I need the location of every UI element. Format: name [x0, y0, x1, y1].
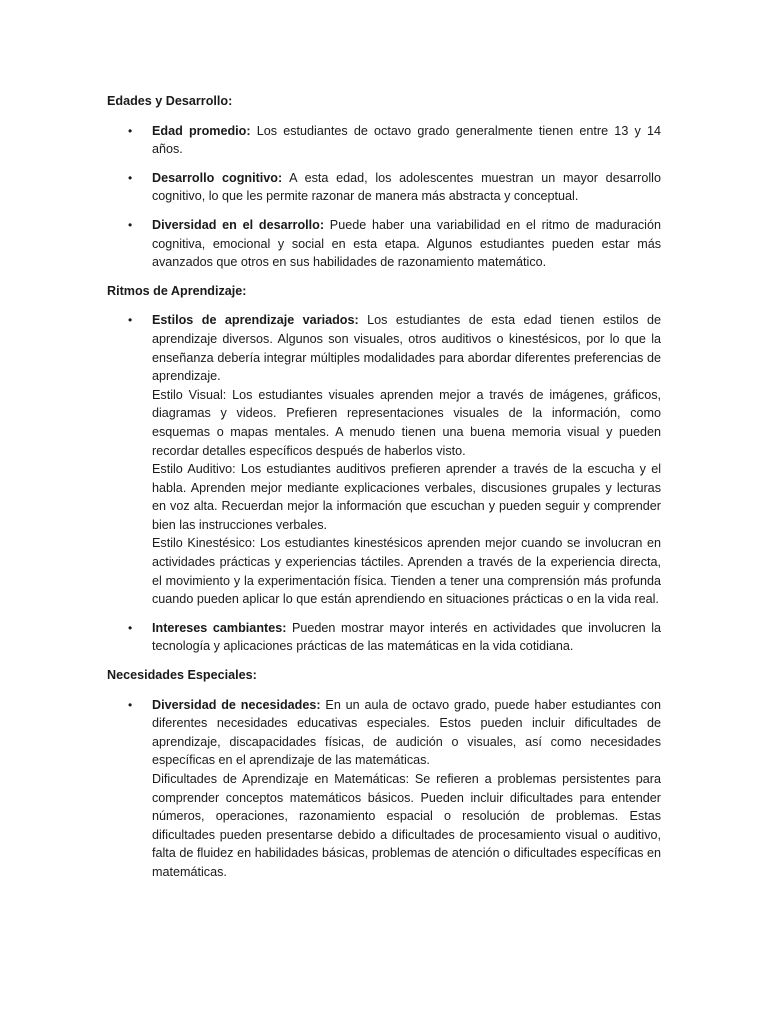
item-text: Puede haber una variabilidad en el ritmo de maduración cognitiva, emocional y social en esta etapa. Algunos estudiantes pueden estar más avanzados que otros en sus habilidades de razonamiento matemático.: [152, 217, 661, 270]
item-paragraph: [152, 311, 661, 385]
list-item: [107, 122, 661, 159]
bullet-icon: •: [128, 170, 133, 185]
bullet-icon: •: [128, 620, 133, 635]
item-paragraph: [152, 122, 661, 159]
item-text: En un aula de octavo grado, puede haber estudiantes con diferentes necesidades educativas especiales. Estos pueden incluir dificultades de aprendizaje, discapacidades físicas, de audición o visuales, así como necesidades específicas en el aprendizaje de las matemáticas.: [152, 697, 661, 768]
sub-paragraph: Estilo Visual: Los estudiantes visuales aprenden mejor a través de imágenes, gráficos, diagramas y videos. Prefieren representaciones visuales de la información, como esquemas o mapas mentales. A menudo tienen una buena memoria visual y pueden recordar detalles específicos después de haberlos visto.: [152, 387, 661, 458]
list-item: [107, 216, 661, 272]
item-term: Estilos de aprendizaje variados:: [152, 313, 359, 328]
item-term: Diversidad en el desarrollo:: [152, 217, 325, 232]
list-item: [107, 311, 661, 609]
item-text: Los estudiantes de esta edad tienen estilos de aprendizaje diversos. Algunos son visuales, otros auditivos o kinestésicos, por lo que la enseñanza debería integrar múltiples modalidades para abordar diferentes preferencias de aprendizaje.: [152, 313, 661, 384]
item-text: A esta edad, los adolescentes muestran un mayor desarrollo cognitivo, lo que les permite razonar de manera más abstracta y conceptual.: [152, 170, 661, 204]
list-item: [107, 619, 661, 656]
item-paragraph: [152, 216, 661, 272]
list-item: [107, 169, 661, 206]
item-paragraph: [152, 619, 661, 656]
bullet-icon: •: [128, 697, 133, 712]
bullet-list: [107, 122, 661, 272]
item-paragraph: [152, 169, 661, 206]
item-term: Desarrollo cognitivo:: [152, 170, 283, 185]
item-term: Diversidad de necesidades:: [152, 697, 321, 712]
sub-paragraph: Estilo Auditivo: Los estudiantes auditivos prefieren aprender a través de la escucha y el habla. Aprenden mejor mediante explicaciones verbales, discusiones grupales y lecturas en voz alta. Recuerdan mejor la información que escuchan y pueden seguir y comprender bien las instrucciones verbales.: [152, 462, 661, 532]
item-paragraph: [152, 696, 661, 770]
bullet-list: [107, 696, 661, 882]
section-heading: Ritmos de Aprendizaje:: [107, 283, 247, 298]
item-term: Edad promedio:: [152, 123, 251, 138]
bullet-icon: •: [128, 123, 133, 138]
list-item: [107, 696, 661, 882]
bullet-icon: •: [128, 217, 133, 232]
sub-paragraph: Estilo Kinestésico: Los estudiantes kinestésicos aprenden mejor cuando se involucran en actividades prácticas y experiencias táctiles. Aprenden a través de la experiencia directa, el movimiento y la experimentación física. Tienden a tener una comprensión más profunda cuando pueden aplicar lo que están aprendiendo en situaciones prácticas o en la vida real.: [152, 536, 661, 607]
bullet-icon: •: [128, 313, 133, 328]
section-heading: Necesidades Especiales:: [107, 668, 257, 683]
item-text: Pueden mostrar mayor interés en actividades que involucren la tecnología y aplicaciones prácticas de las matemáticas en la vida cotidiana.: [152, 620, 661, 654]
sub-paragraph: Dificultades de Aprendizaje en Matemáticas: Se refieren a problemas persistentes para comprender conceptos matemáticos básicos. Pueden incluir dificultades para entender números, operaciones, razonamiento espacial o resolución de problemas. Estas dificultades pueden presentarse debido a dificultades de procesamiento visual o auditivo, falta de fluidez en habilidades básicas, problemas de atención o dificultades específicas en matemáticas.: [152, 772, 661, 879]
item-term: Intereses cambiantes:: [152, 620, 287, 635]
section-heading: Edades y Desarrollo:: [107, 94, 233, 108]
document-content: [107, 92, 661, 892]
item-text: Los estudiantes de octavo grado generalmente tienen entre 13 y 14 años.: [152, 123, 661, 157]
bullet-list: [107, 311, 661, 656]
